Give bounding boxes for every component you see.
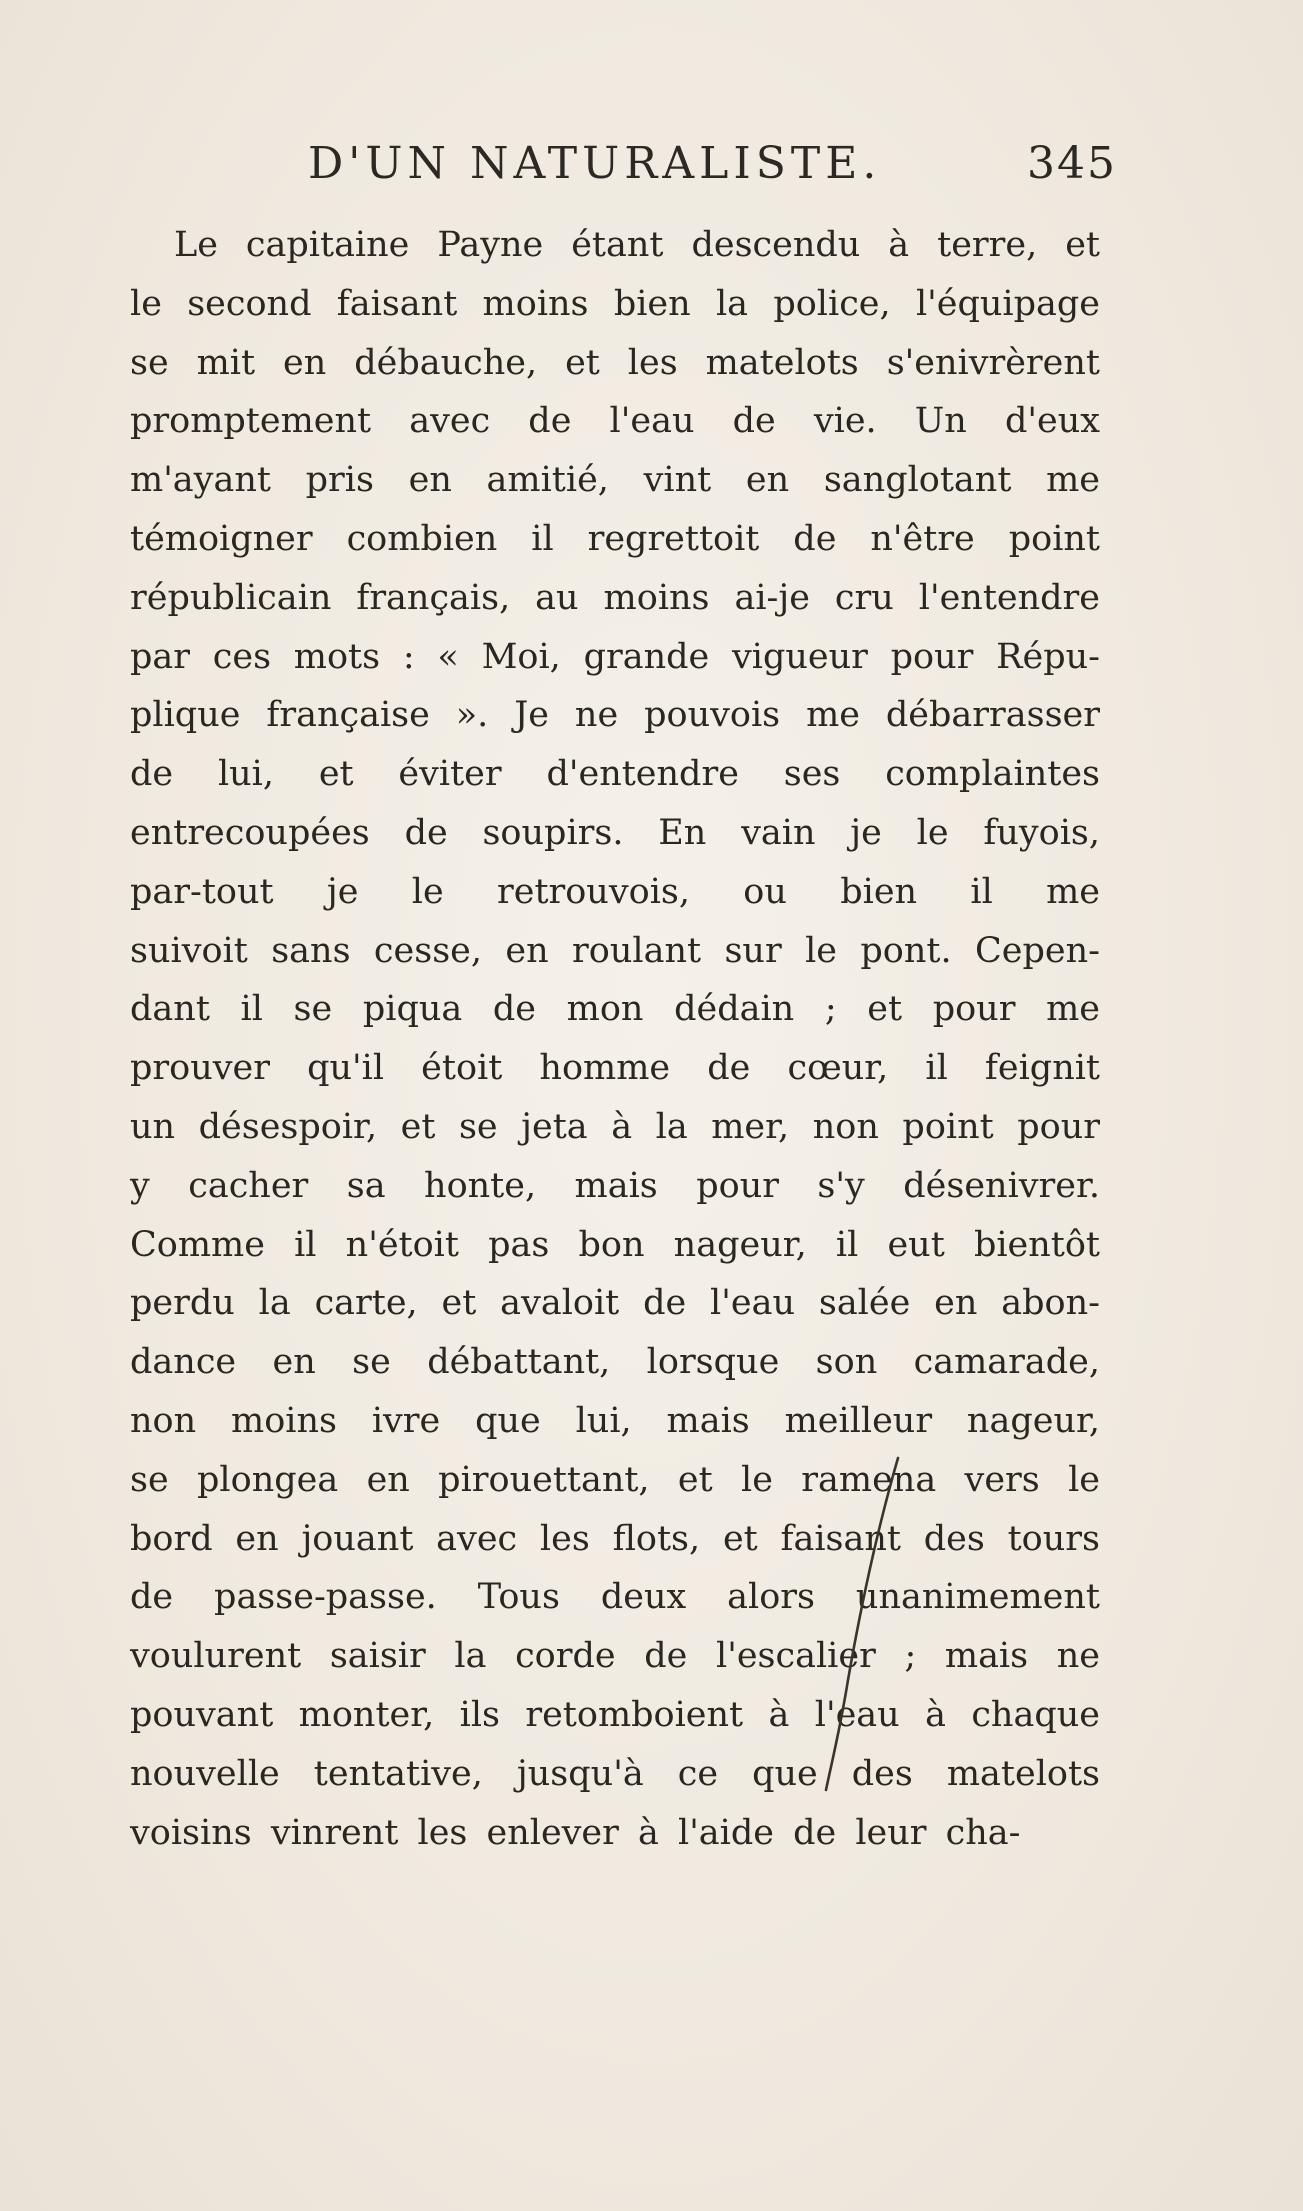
text-line: suivoit sans cesse, en roulant sur le pont. Cepen- [130,930,1100,971]
text-line: nouvelle tentative, jusqu'à ce que des matelots [130,1753,1100,1794]
text-line: m'ayant pris en amitié, vint en sanglotant me [130,460,1100,501]
text-line: voisins vinrent les enlever à l'aide de leur cha- [130,1812,1021,1853]
text-line: se plongea en pirouettant, et le ramena vers le [130,1459,1100,1500]
text-line: plique française ». Je ne pouvois me débarrasser [130,695,1100,736]
text-line: le second faisant moins bien la police, l'équipage [130,283,1100,324]
text-line: par-tout je le retrouvois, ou bien il me [130,871,1100,912]
text-line: non moins ivre que lui, mais meilleur nageur, [130,1400,1100,1441]
text-line: Comme il n'étoit pas bon nageur, il eut bientôt [130,1224,1100,1265]
text-line: voulurent saisir la corde de l'escalier ; mais ne [130,1636,1100,1677]
text-line: de lui, et éviter d'entendre ses complaintes [130,754,1100,795]
page-number: 345 [1027,138,1117,189]
text-line: y cacher sa honte, mais pour s'y désenivrer. [130,1165,1100,1206]
text-line: perdu la carte, et avaloit de l'eau salée en abon- [130,1283,1100,1324]
text-line: entrecoupées de soupirs. En vain je le fuyois, [130,812,1100,853]
text-line: pouvant monter, ils retomboient à l'eau à chaque [130,1694,1100,1735]
text-line: un désespoir, et se jeta à la mer, non point pour [130,1106,1100,1147]
page-header [130,138,1130,198]
running-title: D'UN NATURALISTE. [308,138,882,189]
text-line: de passe-passe. Tous deux alors unanimement [130,1577,1100,1618]
text-line: promptement avec de l'eau de vie. Un d'eux [130,401,1100,442]
text-line: se mit en débauche, et les matelots s'enivrèrent [130,342,1100,383]
text-line: bord en jouant avec les flots, et faisant des tours [130,1518,1100,1559]
text-line: dant il se piqua de mon dédain ; et pour me [130,989,1100,1030]
text-line: dance en se débattant, lorsque son camarade, [130,1342,1100,1383]
text-line: témoigner combien il regrettoit de n'être point [130,518,1100,559]
text-line: prouver qu'il étoit homme de cœur, il feignit [130,1048,1100,1089]
text-line: Le capitaine Payne étant descendu à terre, et [174,225,1100,265]
text-line: par ces mots : « Moi, grande vigueur pour Répu- [130,636,1100,677]
text-line: républicain français, au moins ai-je cru l'entendre [130,577,1100,618]
body-text [130,216,1100,1862]
